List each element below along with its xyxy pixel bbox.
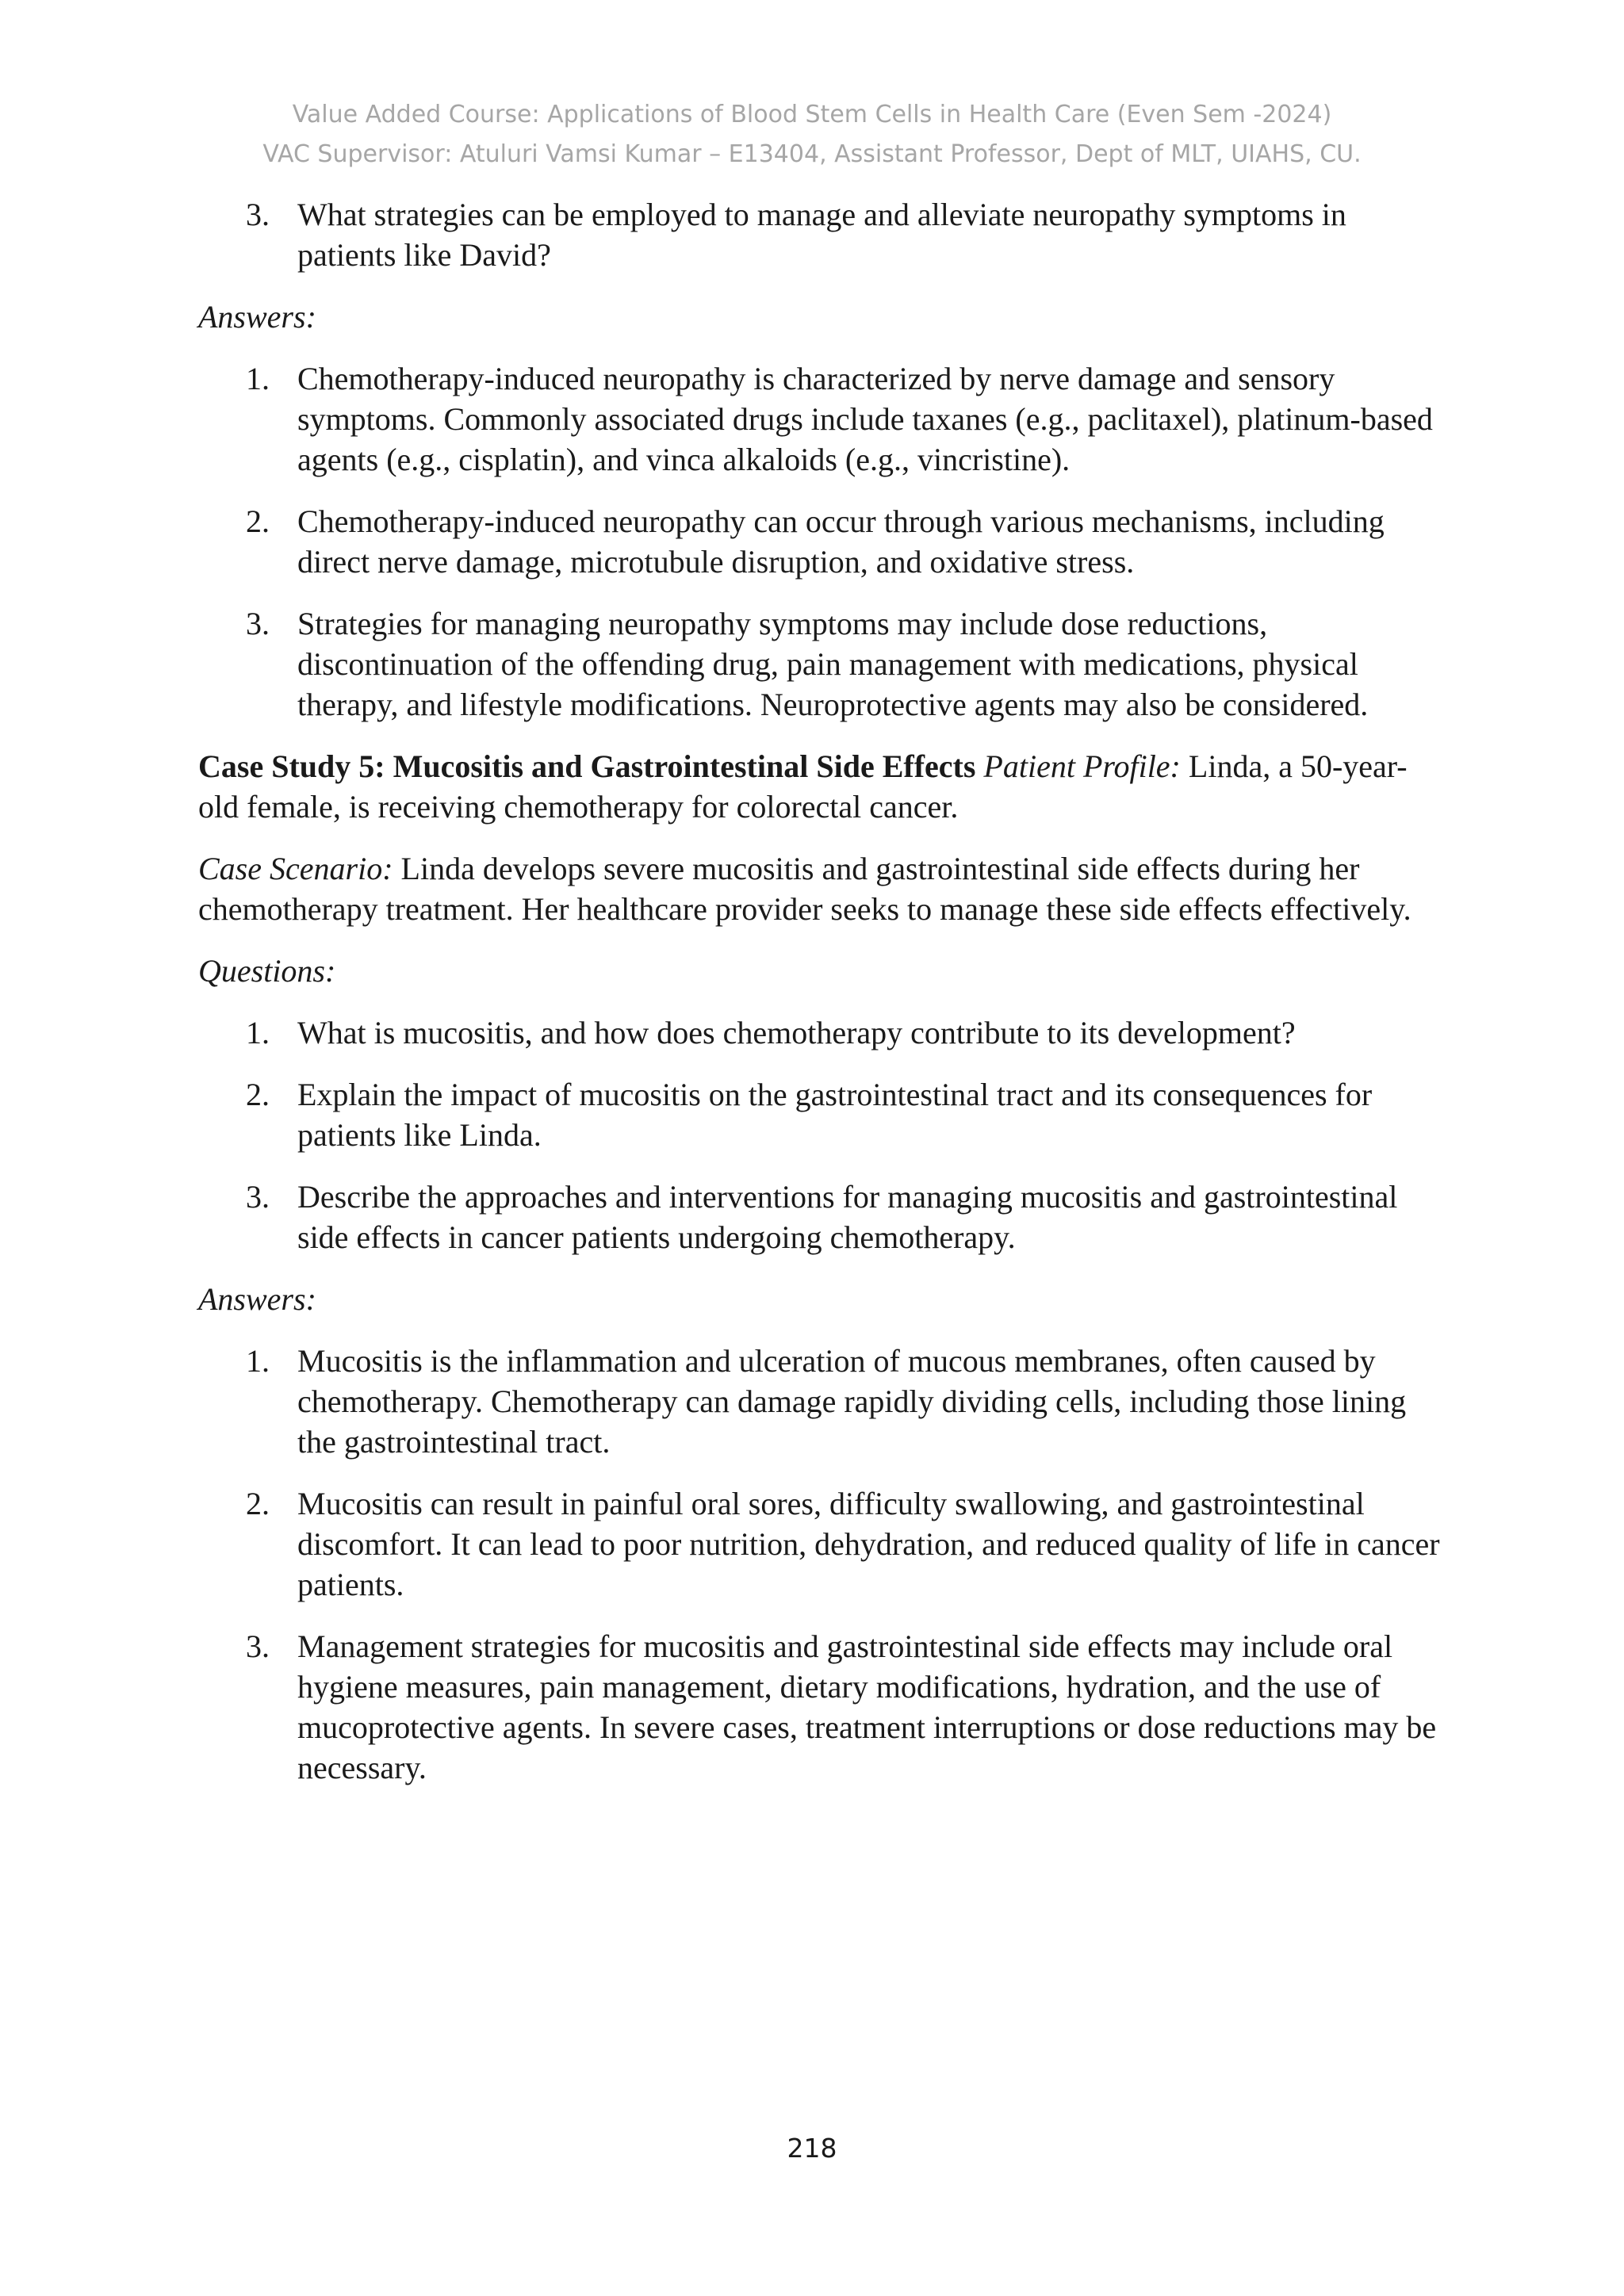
list-item bbox=[198, 194, 1447, 275]
item-text: Mucositis can result in painful oral sores, difficulty swallowing, and gastrointestinal discomfort. It can lead to poor nutrition, dehydration, and reduced quality of life in cancer patients. bbox=[297, 1486, 1440, 1602]
item-number: 2. bbox=[246, 503, 270, 539]
item-number: 3. bbox=[246, 1628, 270, 1664]
list-item bbox=[198, 1626, 1447, 1788]
header-supervisor: VAC Supervisor: Atuluri Vamsi Kumar – E13404, Assistant Professor, Dept of MLT, UIAHS, CU. bbox=[262, 140, 1362, 168]
item-number: 2. bbox=[246, 1486, 270, 1521]
item-text: What strategies can be employed to manage and alleviate neuropathy symptoms in patients like David? bbox=[297, 197, 1346, 273]
item-number: 2. bbox=[246, 1077, 270, 1112]
item-number: 3. bbox=[246, 1179, 270, 1215]
page-number: 218 bbox=[787, 2133, 837, 2164]
case-study-title: Case Study 5: Mucositis and Gastrointestinal Side Effects bbox=[198, 748, 976, 784]
item-text: Explain the impact of mucositis on the gastrointestinal tract and its consequences for patients like Linda. bbox=[297, 1077, 1373, 1153]
list-item bbox=[198, 1177, 1447, 1257]
questions-heading: Questions: bbox=[198, 953, 336, 989]
answers-heading: Answers: bbox=[198, 299, 316, 335]
list-item bbox=[198, 603, 1447, 725]
item-number: 3. bbox=[246, 197, 270, 232]
previous-answers-list bbox=[198, 358, 1447, 725]
list-item bbox=[198, 1483, 1447, 1605]
list-item bbox=[198, 501, 1447, 582]
list-item bbox=[198, 1341, 1447, 1462]
item-number: 1. bbox=[246, 1343, 270, 1379]
case-study-intro bbox=[198, 746, 1447, 827]
item-text: Chemotherapy-induced neuropathy is characterized by nerve damage and sensory symptoms. Commonly associated drugs include taxanes (e.g., paclitaxel), platinum-based agents (e.g., cisplatin), and vinca alkaloids (e.g., vincristine). bbox=[297, 361, 1433, 477]
item-number: 1. bbox=[246, 1015, 270, 1050]
item-text: Chemotherapy-induced neuropathy can occur through various mechanisms, including direct nerve damage, microtubule disruption, and oxidative stress. bbox=[297, 503, 1385, 580]
item-text: Describe the approaches and interventions for managing mucositis and gastrointestinal side effects in cancer patients undergoing chemotherapy. bbox=[297, 1179, 1398, 1255]
case-scenario-label: Case Scenario: bbox=[198, 851, 393, 886]
patient-profile-text: Linda, a 50-year-old female, is receiving chemotherapy for colorectal cancer. bbox=[198, 748, 1408, 825]
item-text: What is mucositis, and how does chemotherapy contribute to its development? bbox=[297, 1015, 1296, 1050]
document-body bbox=[198, 194, 1447, 1809]
list-item bbox=[198, 358, 1447, 480]
header-course-title: Value Added Course: Applications of Blood Stem Cells in Health Care (Even Sem -2024) bbox=[292, 101, 1332, 128]
answers-list bbox=[198, 1341, 1447, 1788]
case-scenario-text: Linda develops severe mucositis and gastrointestinal side effects during her chemotherapy treatment. Her healthcare provider seeks to manage these side effects effectively. bbox=[198, 851, 1411, 927]
case-scenario bbox=[198, 848, 1447, 929]
item-text: Management strategies for mucositis and gastrointestinal side effects may include oral hygiene measures, pain management, dietary modifications, hydration, and the use of mucoprotective agents. In severe cases, treatment interruptions or dose reductions may be necessary. bbox=[297, 1628, 1437, 1785]
answers-heading: Answers: bbox=[198, 1281, 316, 1317]
patient-profile-label: Patient Profile: bbox=[983, 748, 1181, 784]
previous-questions-list bbox=[198, 194, 1447, 275]
item-number: 3. bbox=[246, 606, 270, 641]
item-text: Mucositis is the inflammation and ulceration of mucous membranes, often caused by chemotherapy. Chemotherapy can damage rapidly dividing cells, including those lining the gastrointestinal tract. bbox=[297, 1343, 1407, 1460]
running-header bbox=[0, 95, 1624, 174]
list-item bbox=[198, 1074, 1447, 1155]
item-text: Strategies for managing neuropathy symptoms may include dose reductions, discontinuation of the offending drug, pain management with medications, physical therapy, and lifestyle modifications. Neuroprotective agents may also be considered. bbox=[297, 606, 1369, 722]
questions-list bbox=[198, 1012, 1447, 1257]
list-item bbox=[198, 1012, 1447, 1053]
item-number: 1. bbox=[246, 361, 270, 396]
